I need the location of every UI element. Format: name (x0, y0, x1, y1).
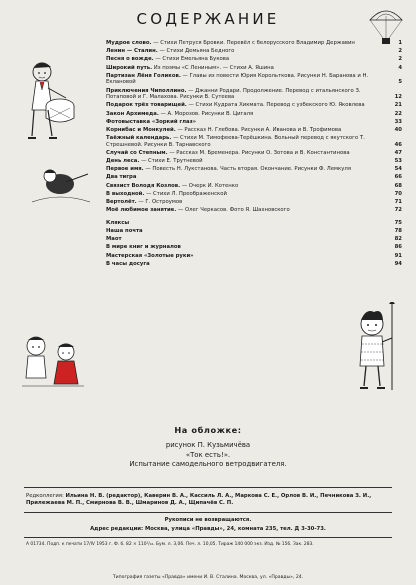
toc-entry (106, 261, 402, 268)
toc-entry (106, 127, 402, 134)
toc-entry-title: В выходной. (106, 190, 145, 197)
toc-entry-author: Из поэмы «С Лениным». — Стихи А. Яшина (153, 64, 274, 71)
editorial-address: Адрес редакции: Москва, улица «Правды», 24, комната 235, тел. Д 3-30-73. (90, 526, 326, 532)
partisan-figure-illustration (30, 162, 92, 208)
toc-entry-title: Песня о вожде. (106, 56, 154, 63)
toc-entry-page: 1 (398, 40, 402, 46)
toc-entry-author: — Стихи Демьяна Бедного (159, 48, 235, 55)
cover-description (0, 425, 416, 470)
toc-entry-title: Кляксы (106, 219, 130, 226)
caveman-hunter-illustration (352, 302, 408, 394)
toc-entry-page: 70 (394, 190, 402, 197)
manuscripts-note: Рукописи не возвращаются. (164, 517, 252, 523)
toc-entry-title: Закон Архимеда. (106, 110, 159, 117)
toc-entry-page: 53 (394, 158, 402, 165)
toc-entry-title: Корнибас и Монкулей. (106, 126, 176, 133)
toc-entry-page: 22 (394, 110, 402, 117)
toc-entry (106, 48, 402, 55)
toc-entry (106, 166, 402, 173)
toc-entry-title: Наша почта (106, 227, 143, 234)
toc-entry-author: — Олег Черкасов. Фото Я. Шахновского (177, 207, 290, 214)
toc-entry-title: Фотовыставка «Зоркий глаз» (106, 118, 197, 125)
toc-entry (106, 119, 402, 126)
toc-entry-author: — Повесть Н. Лукстанова. Часть вторая. Окончание. Рисунки Ф. Лемкуля (145, 166, 351, 173)
toc-entry-page: 5 (398, 79, 402, 86)
toc-entry-title: В мире книг и журналов (106, 244, 181, 251)
toc-entry-title: Подарок трёх товарищей. (106, 102, 187, 109)
toc-entry (106, 199, 402, 206)
page-title: СОДЕРЖАНИЕ (136, 10, 280, 28)
toc-entry-page: 66 (394, 174, 402, 181)
cover-line-artist: рисунок П. Кузьмичёва (165, 441, 251, 449)
editorial-members: Ильина Н. В. (редактор), Каверин В. А., Кассиль Л. А., Маркова С. Е., Орлов В. И., Печникова З. И., Прилежаева М. П., Смирнова В. В., Шмаринов Д. А., Щипачёв С. П. (26, 493, 372, 507)
toc-entry-title: Случай со Степным. (106, 149, 168, 156)
toc-entry-page: 54 (394, 166, 402, 173)
toc-entry-page: 72 (394, 207, 402, 214)
toc-entry-author: — Стихи Кудрата Хикмата. Перевод с узбекского Ю. Яковлева (188, 102, 365, 109)
toc-entry-author: — Стихи Л. Преображенской (146, 190, 227, 197)
toc-entry-page: 40 (394, 126, 402, 133)
toc-entry-page: 46 (394, 141, 402, 148)
editorial-board (26, 493, 392, 507)
cover-line-caption: Испытание самодельного ветродвигателя. (129, 460, 287, 468)
toc-entry (106, 73, 402, 86)
toc-entry-title: Ленин — Сталин. (106, 48, 158, 55)
toc-entry-author: — Очерк И. Котенко (181, 182, 239, 189)
toc-entry-page: 2 (398, 48, 402, 55)
toc-entry (106, 228, 402, 235)
toc-entry-title: Вертолёт. (106, 198, 137, 205)
toc-entry-page: 75 (394, 219, 402, 226)
toc-entry-author: — Стихи М. Тимофеева-Терёшкина. Вольный перевод с якутского Т. Стрешневой. Рисунки В. Тарнавского (106, 135, 365, 148)
toc-entry (106, 40, 402, 47)
toc-entry-author: — Рассказ Н. Глебова. Рисунки А. Иванова и В. Трофимова (177, 126, 342, 133)
parachute-balloon-illustration (366, 6, 406, 48)
toc-entry-title: Партизан Лёня Голиков. (106, 72, 181, 79)
toc-entry-title: Связист Володя Козлов. (106, 182, 181, 189)
toc-entry-author: — Стихи Емельяна Букова (155, 56, 230, 63)
toc-entry-title: Маот (106, 236, 122, 243)
toc-entry-title: В часы досуга (106, 260, 150, 267)
toc-entry-author: — А. Морозов. Рисунки В. Цигаля (160, 110, 254, 117)
toc-entry (106, 56, 402, 63)
toc-entry-page: 71 (394, 198, 402, 205)
toc-entry-title: Два тигра (106, 174, 137, 181)
toc-entry (106, 111, 402, 118)
table-of-contents (106, 40, 402, 269)
toc-entry (106, 158, 402, 165)
toc-entry-author: — Джанни Родари. Продолжение. Перевод с итальянского З. Потаповой и Г. Малахова. Рисунки В. Сутеева (106, 87, 361, 101)
toc-entry (106, 244, 402, 251)
toc-entry-title: Приключения Чиполлино. (106, 87, 187, 94)
toc-entry-title: День леса. (106, 158, 140, 165)
divider-middle (24, 512, 392, 513)
two-children-illustration (18, 330, 88, 390)
toc-entry-author: — Г. Остроумов (138, 198, 183, 205)
toc-entry (106, 65, 402, 72)
toc-entry-page: 21 (394, 102, 402, 109)
toc-entry-page: 47 (394, 149, 402, 156)
toc-entry-page: 91 (394, 252, 402, 259)
toc-entry (106, 102, 402, 109)
toc-entry-page: 82 (394, 236, 402, 243)
toc-entry (106, 236, 402, 243)
toc-entry (106, 174, 402, 181)
toc-entry (106, 183, 402, 190)
editorial-label: Редколлегия: (26, 493, 64, 499)
cover-heading: На обложке: (174, 425, 242, 435)
toc-entry (106, 220, 402, 227)
toc-entry-page: 78 (394, 227, 402, 234)
toc-entry-page: 2 (398, 56, 402, 63)
toc-entry-author: — Стихи Е. Трутневой (141, 158, 203, 165)
toc-entry-title: Первое имя. (106, 166, 144, 173)
cover-line-title: «Ток есть!». (185, 450, 231, 459)
toc-entry (106, 207, 402, 214)
divider-bottom (24, 537, 392, 538)
boy-drummer-illustration (18, 58, 88, 148)
toc-entry (106, 88, 402, 101)
toc-entry (106, 253, 402, 260)
toc-entry-author: — Рассказ М. Бременера. Рисунки О. Зотова и В. Константинова (169, 149, 350, 156)
toc-entry-title: Широкий путь. (106, 64, 153, 71)
toc-entry-page: 4 (398, 64, 402, 71)
toc-entry (106, 135, 402, 148)
printer-line: Типография газеты «Правда» имени И. В. Сталина. Москва, ул. «Правды», 24. (112, 575, 304, 580)
toc-entry-page: 94 (394, 260, 402, 267)
toc-entry (106, 191, 402, 198)
toc-entry (106, 150, 402, 157)
toc-entry-title: Мастерская «Золотые руки» (106, 252, 194, 259)
toc-entry-author: — Стихи Петруся Бровки. Перевёл с белорусского Владимир Державин (153, 40, 355, 46)
toc-entry-title: Моё любимое занятие. (106, 207, 177, 214)
toc-entry-page: 68 (394, 182, 402, 189)
toc-entry-page: 86 (394, 244, 402, 251)
toc-entry-title: Мудрое слово. (106, 40, 152, 46)
toc-entry-page: 12 (394, 94, 402, 101)
toc-entry-author: — Главы из повести Юрия Корольткова. Рисунки Н. Баранова и Н. Еклановой (106, 72, 369, 86)
divider-top (24, 487, 392, 488)
toc-entry-page: 33 (394, 118, 402, 125)
toc-entry-title: Таёжный календарь. (106, 135, 172, 142)
print-imprint: А 01734. Подп. к печати 17/IV 1953 г. Ф. б. 82 × 110¹/₁₆. Бум. л. 3,06. Печ. л. 10,05. Тираж 140 000 экз. Изд. № 156. Зак. 283. (26, 542, 314, 547)
